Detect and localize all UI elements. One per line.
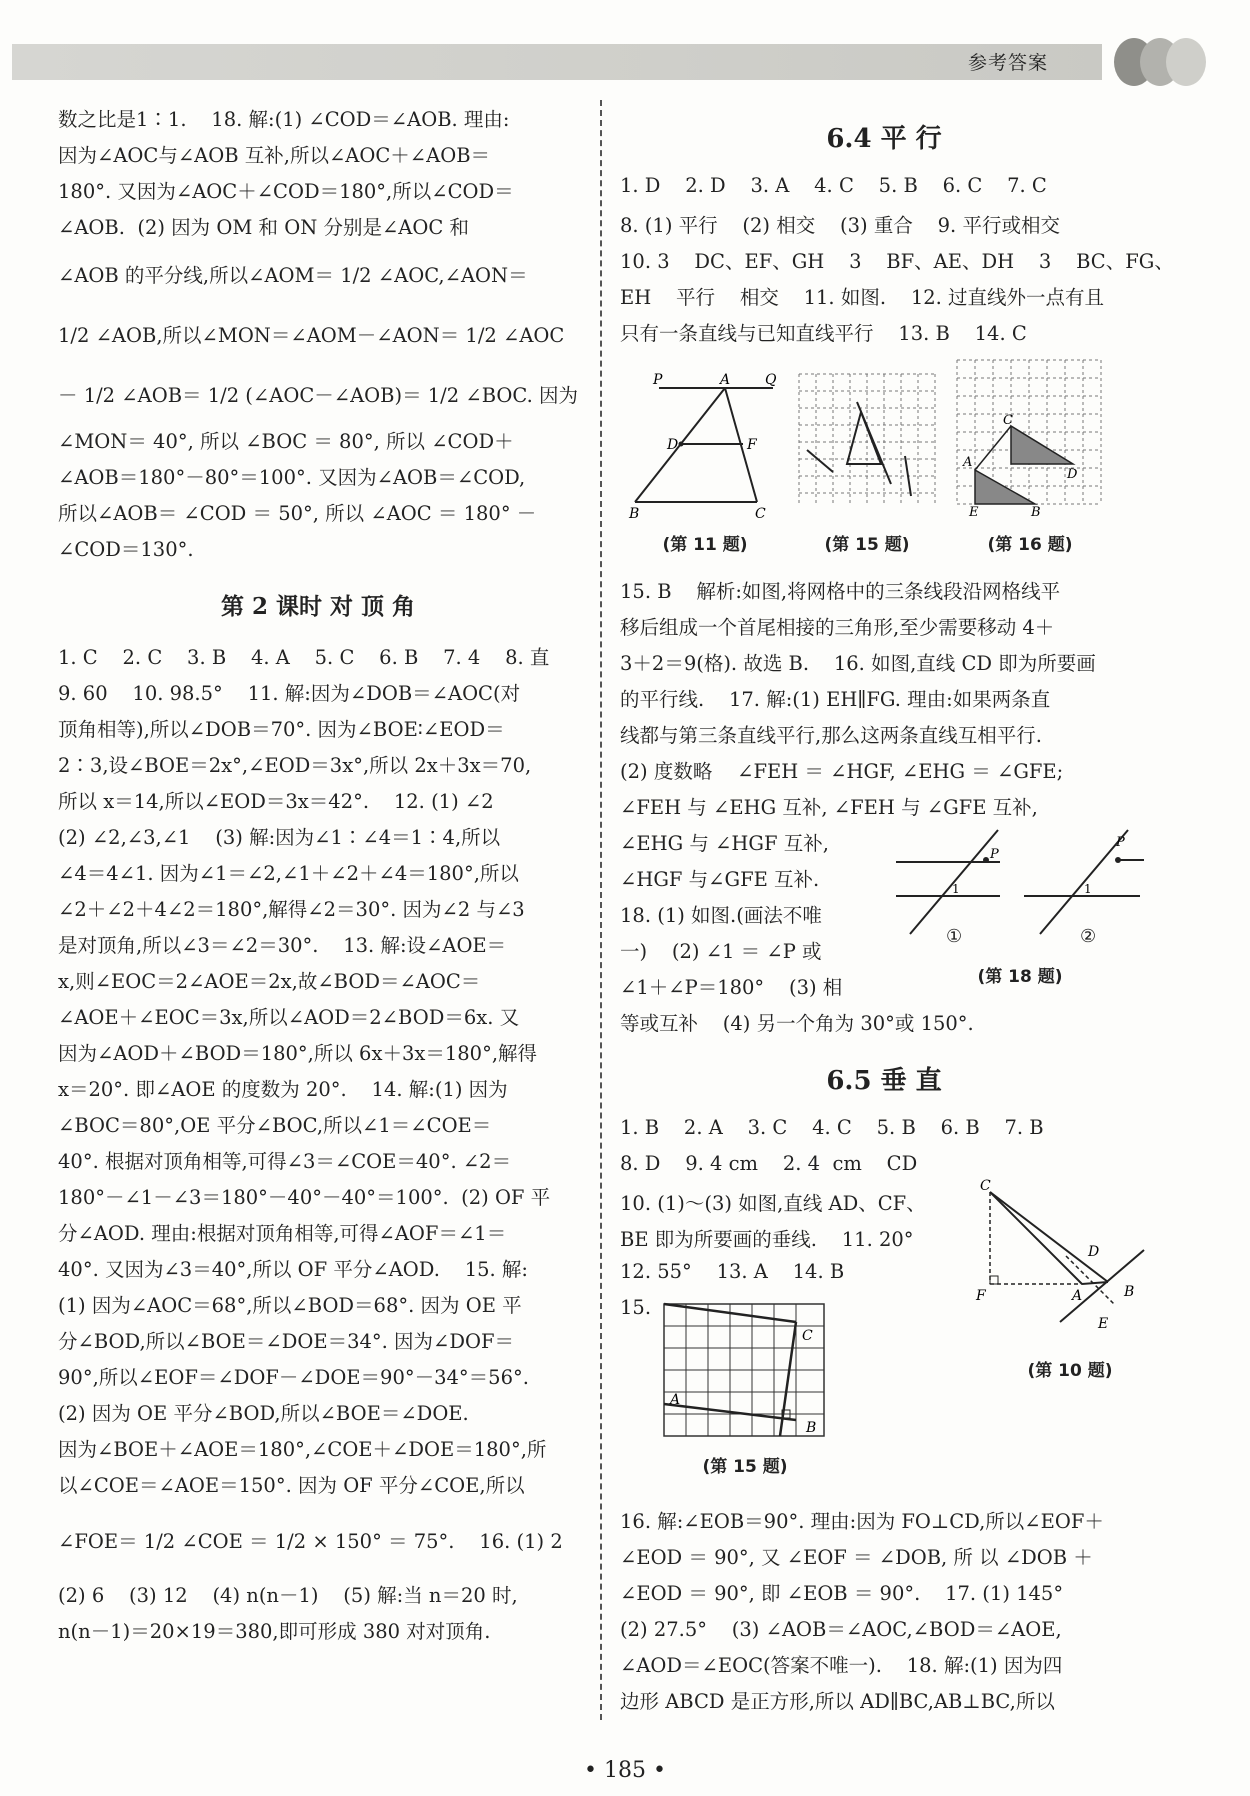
- figure-16-grid: [955, 358, 1105, 518]
- text-line: ∠FOE＝ 1/2 ∠COE ＝ 1/2 × 150° ＝ 75°. 16. (1) 2: [58, 1530, 563, 1553]
- figure-11: [625, 372, 785, 522]
- caption-fig11: (第 11 题): [662, 535, 748, 555]
- text-line: 等或互补 (4) 另一个角为 30°或 150°.: [620, 1012, 974, 1035]
- fig11-label: P: [653, 372, 663, 388]
- text-line: 线都与第三条直线平行,那么这两条直线互相平行.: [620, 724, 1042, 747]
- caption-fig15b: (第 15 题): [702, 1457, 788, 1477]
- text-line: ∠AOB＝180°－80°＝100°. 又因为∠AOB＝∠COD,: [58, 466, 526, 489]
- header-label: 参考答案: [968, 52, 1049, 74]
- fig16-label: C: [1003, 413, 1013, 428]
- caption-fig16: (第 16 题): [987, 535, 1073, 555]
- text-line: (2) ∠2,∠3,∠1 (3) 解:因为∠1∶∠4＝1∶4,所以: [58, 826, 501, 849]
- figure-15b-grid: [660, 1300, 830, 1440]
- text-line: ∠1＋∠P＝180° (3) 相: [620, 976, 843, 999]
- text-line: 2∶3,设∠BOE＝2x°,∠EOD＝3x°,所以 2x＋3x＝70,: [58, 754, 532, 777]
- text-line: 16. 解:∠EOB＝90°. 理由:因为 FO⊥CD,所以∠EOF＋: [620, 1510, 1104, 1533]
- text-line: 90°,所以∠EOF＝∠DOF－∠DOE＝90°－34°＝56°.: [58, 1366, 529, 1389]
- section-title-lesson2: 第 2 课时 对 顶 角: [220, 593, 416, 620]
- text-line: ∠AOE＋∠EOC＝3x,所以∠AOD＝2∠BOD＝6x. 又: [58, 1006, 520, 1029]
- text-line: (2) 度数略 ∠FEH ＝ ∠HGF, ∠EHG ＝ ∠GFE;: [620, 760, 1064, 783]
- text-line: 40°. 又因为∠3＝40°,所以 OF 平分∠AOD. 15. 解:: [58, 1258, 528, 1281]
- fig16-label: B: [1031, 505, 1041, 518]
- text-line: 180°. 又因为∠AOC＋∠COD＝180°,所以∠COD＝: [58, 180, 514, 203]
- page-number: • 185 •: [584, 1758, 666, 1783]
- header-ornament: [1112, 36, 1212, 88]
- text-line: ∠BOC＝80°,OE 平分∠BOC,所以∠1＝∠COE＝: [58, 1114, 492, 1137]
- text-line: 移后组成一个首尾相接的三角形,至少需要移动 4＋: [620, 616, 1055, 639]
- text-line: ∠EOD ＝ 90°, 即 ∠EOB ＝ 90°. 17. (1) 145°: [620, 1582, 1064, 1605]
- fig11-label: C: [755, 506, 766, 522]
- text-line: 8. D 9. 4 cm 2. 4 cm CD: [620, 1152, 918, 1175]
- fig10-label: F: [976, 1288, 986, 1304]
- fig18-sub-label: ②: [1080, 926, 1097, 947]
- text-line: ∠AOB. (2) 因为 OM 和 ON 分别是∠AOC 和: [58, 216, 469, 239]
- figure-18: [890, 826, 1150, 946]
- text-line: 3＋2＝9(格). 故选 B. 16. 如图,直线 CD 即为所要画: [620, 652, 1096, 675]
- text-line: EH 平行 相交 11. 如图. 12. 过直线外一点有且: [620, 286, 1105, 309]
- text-line: 1. D 2. D 3. A 4. C 5. B 6. C 7. C: [620, 174, 1047, 197]
- text-line: ∠HGF 与∠GFE 互补.: [620, 868, 820, 891]
- fig10-label: A: [1072, 1288, 1083, 1304]
- text-line: 分∠AOD. 理由:根据对顶角相等,可得∠AOF＝∠1＝: [58, 1222, 507, 1245]
- text-line: x,则∠EOC＝2∠AOE＝2x,故∠BOD＝∠AOC＝: [58, 970, 481, 993]
- caption-fig10: (第 10 题): [1027, 1361, 1113, 1381]
- section-title-perpendicular: 6.5 垂 直: [826, 1066, 942, 1096]
- figure-10: [970, 1176, 1150, 1346]
- text-line: 以∠COE＝∠AOE＝150°. 因为 OF 平分∠COE,所以: [58, 1474, 525, 1497]
- text-line: 40°. 根据对顶角相等,可得∠3＝∠COE＝40°. ∠2＝: [58, 1150, 512, 1173]
- caption-fig15: (第 15 题): [824, 535, 910, 555]
- text-line: 分∠BOD,所以∠BOE＝∠DOE＝34°. 因为∠DOF＝: [58, 1330, 515, 1353]
- fig11-label: A: [720, 372, 731, 388]
- section-title-parallel: 6.4 平 行: [826, 124, 942, 154]
- text-line: ∠COD＝130°.: [58, 538, 194, 561]
- text-line: 1. B 2. A 3. C 4. C 5. B 6. B 7. B: [620, 1116, 1044, 1139]
- fig10-label: B: [1124, 1284, 1135, 1300]
- text-line: 12. 55° 13. A 14. B: [620, 1260, 845, 1283]
- text-line: 是对顶角,所以∠3＝∠2＝30°. 13. 解:设∠AOE＝: [58, 934, 507, 957]
- text-line: ∠2＋∠2＋4∠2＝180°,解得∠2＝30°. 因为∠2 与∠3: [58, 898, 525, 921]
- text-line: ∠AOD＝∠EOC(答案不唯一). 18. 解:(1) 因为四: [620, 1654, 1063, 1677]
- caption-fig18: (第 18 题): [977, 967, 1063, 987]
- text-line: (2) 27.5° (3) ∠AOB＝∠AOC,∠BOD＝∠AOE,: [620, 1618, 1062, 1641]
- text-line: 因为∠AOD＋∠BOD＝180°,所以 6x＋3x＝180°,解得: [58, 1042, 538, 1065]
- fig18-label: 1: [1084, 882, 1092, 896]
- text-line: 因为∠BOE＋∠AOE＝180°,∠COE＋∠DOE＝180°,所: [58, 1438, 547, 1461]
- figure-15-grid: [797, 372, 937, 508]
- text-line: 只有一条直线与已知直线平行 13. B 14. C: [620, 322, 1027, 345]
- text-line: (1) 因为∠AOC＝68°,所以∠BOD＝68°. 因为 OE 平: [58, 1294, 522, 1317]
- fig18-sub-label: ①: [946, 926, 963, 947]
- fig18-label: P: [1116, 835, 1125, 850]
- fig11-label: D: [667, 437, 679, 453]
- text-line: x＝20°. 即∠AOE 的度数为 20°. 14. 解:(1) 因为: [58, 1078, 508, 1101]
- fig10-label: D: [1088, 1244, 1100, 1260]
- fig15b-label: A: [670, 1392, 681, 1408]
- text-line: ∠AOB 的平分线,所以∠AOM＝ 1/2 ∠AOC,∠AON＝: [58, 264, 528, 287]
- text-line: 1/2 ∠AOB,所以∠MON＝∠AOM－∠AON＝ 1/2 ∠AOC: [58, 324, 565, 347]
- fig18-label: 1: [952, 882, 960, 896]
- header-band: [12, 44, 1102, 80]
- text-line: 顶角相等),所以∠DOB＝70°. 因为∠BOE∶∠EOD＝: [58, 718, 505, 741]
- text-line: ∠EHG 与 ∠HGF 互补,: [620, 832, 829, 855]
- fig18-label: P: [990, 847, 999, 862]
- fig16-label: D: [1067, 467, 1078, 482]
- fig11-label: B: [629, 506, 640, 522]
- text-line: 10. (1)～(3) 如图,直线 AD、CF、: [620, 1192, 926, 1215]
- text-line: 1. C 2. C 3. B 4. A 5. C 6. B 7. 4 8. 直: [58, 646, 550, 669]
- text-line: 边形 ABCD 是正方形,所以 AD∥BC,AB⊥BC,所以: [620, 1690, 1055, 1713]
- text-line: BE 即为所要画的垂线. 11. 20°: [620, 1228, 914, 1251]
- text-line: 所以 x＝14,所以∠EOD＝3x＝42°. 12. (1) ∠2: [58, 790, 494, 813]
- text-line: 15. B 解析:如图,将网格中的三条线段沿网格线平: [620, 580, 1061, 603]
- fig16-label: A: [963, 455, 973, 470]
- text-line: 10. 3 DC、EF、GH 3 BF、AE、DH 3 BC、FG、: [620, 250, 1174, 273]
- text-line: 所以∠AOB＝ ∠COD ＝ 50°, 所以 ∠AOC ＝ 180° －: [58, 502, 537, 525]
- fig11-label: Q: [765, 372, 777, 388]
- text-line: 15.: [620, 1296, 652, 1319]
- fig11-label: F: [747, 437, 757, 453]
- text-line: 18. (1) 如图.(画法不唯: [620, 904, 822, 927]
- fig10-label: C: [980, 1178, 991, 1194]
- text-line: 9. 60 10. 98.5° 11. 解:因为∠DOB＝∠AOC(对: [58, 682, 521, 705]
- text-line: 一) (2) ∠1 ＝ ∠P 或: [620, 940, 822, 963]
- text-line: 的平行线. 17. 解:(1) EH∥FG. 理由:如果两条直: [620, 688, 1051, 711]
- text-line: (2) 因为 OE 平分∠BOD,所以∠BOE＝∠DOE.: [58, 1402, 469, 1425]
- text-line: ∠EOD ＝ 90°, 又 ∠EOF ＝ ∠DOB, 所 以 ∠DOB ＋: [620, 1546, 1093, 1569]
- text-line: ∠FEH 与 ∠EHG 互补, ∠FEH 与 ∠GFE 互补,: [620, 796, 1038, 819]
- fig10-label: E: [1098, 1316, 1109, 1332]
- fig15b-label: C: [802, 1328, 813, 1344]
- fig15b-label: B: [806, 1420, 817, 1436]
- text-line: ∠4＝4∠1. 因为∠1＝∠2,∠1＋∠2＋∠4＝180°,所以: [58, 862, 519, 885]
- text-line: 8. (1) 平行 (2) 相交 (3) 重合 9. 平行或相交: [620, 214, 1060, 237]
- text-line: n(n－1)＝20×19＝380,即可形成 380 对对顶角.: [58, 1620, 491, 1643]
- column-divider: [600, 100, 602, 1720]
- text-line: ∠MON＝ 40°, 所以 ∠BOC ＝ 80°, 所以 ∠COD＋: [58, 430, 514, 453]
- text-line: 因为∠AOC与∠AOB 互补,所以∠AOC＋∠AOB＝: [58, 144, 491, 167]
- text-line: 数之比是1∶1. 18. 解:(1) ∠COD＝∠AOB. 理由:: [58, 108, 510, 131]
- text-line: 180°－∠1－∠3＝180°－40°－40°＝100°. (2) OF 平: [58, 1186, 551, 1209]
- fig16-label: E: [969, 505, 979, 518]
- text-line: － 1/2 ∠AOB＝ 1/2 (∠AOC－∠AOB)＝ 1/2 ∠BOC. 因为: [58, 384, 578, 407]
- text-line: (2) 6 (3) 12 (4) n(n－1) (5) 解:当 n＝20 时,: [58, 1584, 518, 1607]
